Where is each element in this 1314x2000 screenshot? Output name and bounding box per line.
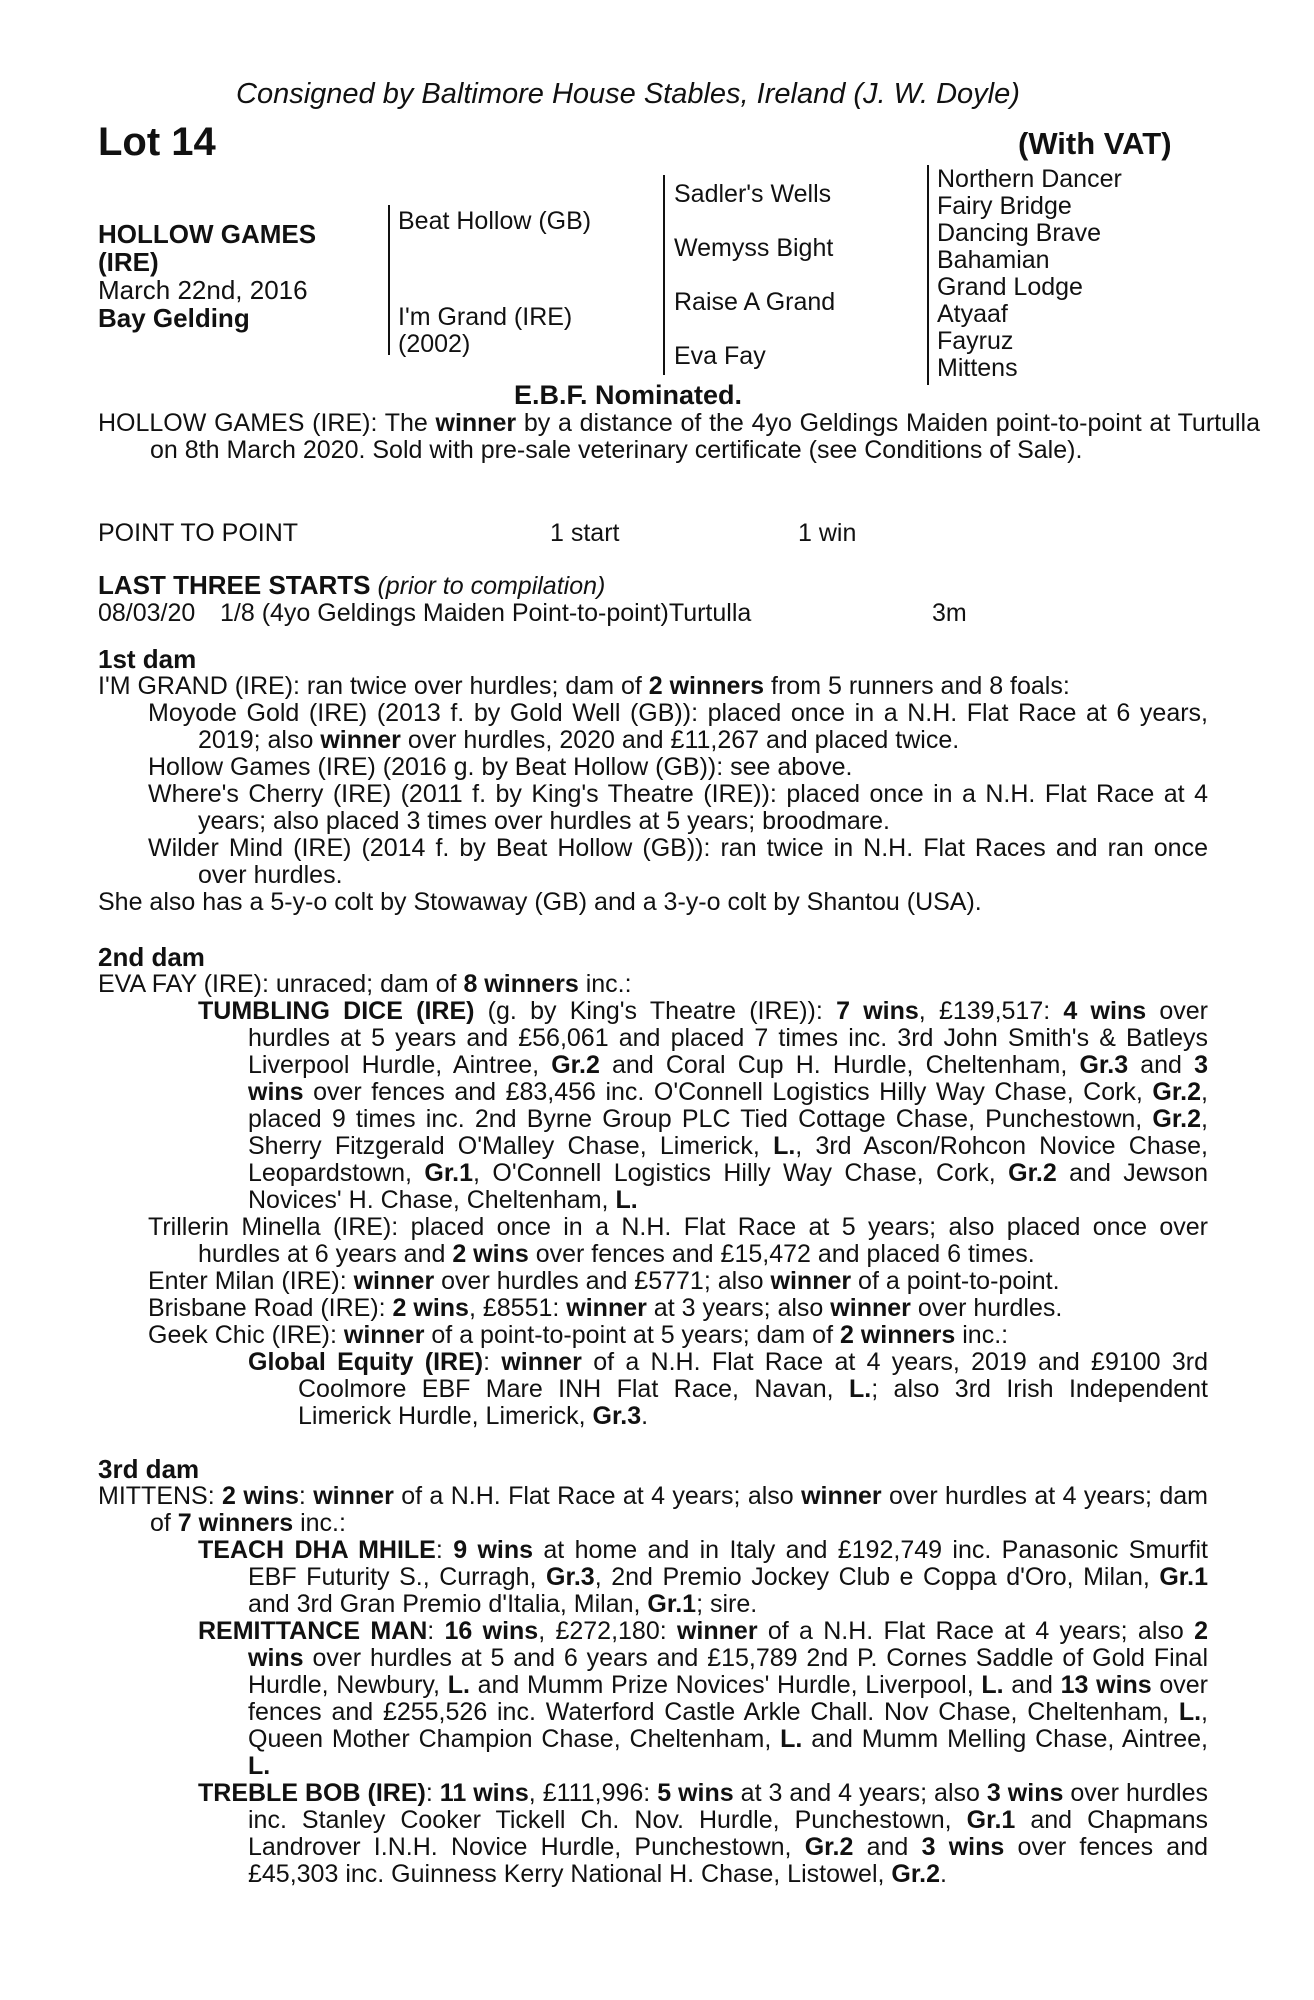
foaling-date: March 22nd, 2016 bbox=[98, 275, 308, 305]
pedigree-gen3-4: Bahamian bbox=[937, 246, 1050, 274]
race-summary: HOLLOW GAMES (IRE): The winner by a distance of the 4yo Geldings Maiden point-to-point at Turtulla on 8th March 2020. Sold with pre-sale veterinary certificate (see Conditions of Sale). bbox=[98, 409, 1261, 464]
second-dam-section bbox=[98, 944, 1208, 1430]
second-dam-heading: 2nd dam bbox=[98, 942, 205, 972]
first-dam-note: She also has a 5-y-o colt by Stowaway (GB) and a 3-y-o colt by Shantou (USA). bbox=[98, 888, 982, 916]
pedigree-sire-sire: Sadler's Wells bbox=[674, 180, 832, 208]
last-start-description: 1/8 (4yo Geldings Maiden Point-to-point)Turtulla bbox=[220, 599, 752, 627]
last-start-row bbox=[98, 600, 1208, 628]
racing-record bbox=[98, 520, 1208, 548]
ebf-nominated: E.B.F. Nominated. bbox=[514, 380, 743, 410]
consignor-line: Consigned by Baltimore House Stables, Ireland (J. W. Doyle) bbox=[236, 78, 1020, 110]
last-three-starts-heading: LAST THREE STARTS (prior to compilation) bbox=[98, 570, 606, 600]
horse-info bbox=[98, 220, 316, 332]
lot-number: Lot 14 bbox=[98, 120, 216, 164]
last-start-distance: 3m bbox=[932, 599, 967, 627]
horse-country: (IRE) bbox=[98, 247, 159, 277]
pedigree-sire-dam: Wemyss Bight bbox=[674, 234, 834, 262]
second-dam-foal-3: Enter Milan (IRE): winner over hurdles and £5771; also winner of a point-to-point. bbox=[148, 1267, 1060, 1295]
vat-note: (With VAT) bbox=[1018, 126, 1172, 161]
pedigree-line-2 bbox=[663, 175, 665, 375]
first-dam-heading: 1st dam bbox=[98, 644, 197, 674]
horse-name: HOLLOW GAMES bbox=[98, 219, 317, 249]
pedigree-gen3-8: Mittens bbox=[937, 354, 1018, 382]
pedigree-gen3-7: Fayruz bbox=[937, 327, 1014, 355]
third-dam-foal-2: REMITTANCE MAN: 16 wins, £272,180: winner of a N.H. Flat Race at 4 years; also 2 wins over hurdles at 5 and 6 years and £15,789 2nd P. Cornes Saddle of Gold Final Hurdle, Newbury, L. and Mumm Prize Novices' Hurdle, Liverpool, L. and 13 wins over fences and £255,526 inc. Waterford Castle Arkle Chall. Nov Chase, Cheltenham, L., Queen Mother Champion Chase, Cheltenham, L. and Mumm Melling Chase, Aintree, L. bbox=[198, 1617, 1209, 1780]
first-dam-foal-4: Wilder Mind (IRE) (2014 f. by Beat Hollow (GB)): ran twice in N.H. Flat Races and ran once over hurdles. bbox=[148, 834, 1208, 889]
first-dam-foal-1: Moyode Gold (IRE) (2013 f. by Gold Well (GB)): placed once in a N.H. Flat Race at 6 years, 2019; also winner over hurdles, 2020 and £11,267 and placed twice. bbox=[148, 699, 1208, 754]
pedigree-gen3-6: Atyaaf bbox=[937, 300, 1008, 328]
pedigree-dam: I'm Grand (IRE) bbox=[398, 303, 573, 331]
second-dam-foal-4: Brisbane Road (IRE): 2 wins, £8551: winner at 3 years; also winner over hurdles. bbox=[148, 1294, 1063, 1322]
third-dam-section bbox=[98, 1456, 1208, 1888]
pedigree-dam-sire: Raise A Grand bbox=[674, 288, 836, 316]
pedigree-gen3-5: Grand Lodge bbox=[937, 273, 1083, 301]
horse-description: Bay Gelding bbox=[98, 303, 250, 333]
record-starts: 1 start bbox=[550, 519, 620, 547]
pedigree-line-1 bbox=[388, 205, 390, 355]
pedigree-gen3-3: Dancing Brave bbox=[937, 219, 1101, 247]
record-wins: 1 win bbox=[798, 519, 857, 547]
second-dam-grandfoal-1: Global Equity (IRE): winner of a N.H. Flat Race at 4 years, 2019 and £9100 3rd Coolmore EBF Mare INH Flat Race, Navan, L.; also 3rd Irish Independent Limerick Hurdle, Limerick, Gr.3. bbox=[248, 1348, 1208, 1430]
second-dam-intro: EVA FAY (IRE): unraced; dam of 8 winners inc.: bbox=[98, 970, 632, 998]
first-dam-intro: I'M GRAND (IRE): ran twice over hurdles; dam of 2 winners from 5 runners and 8 foals: bbox=[98, 672, 1070, 700]
record-label: POINT TO POINT bbox=[98, 519, 299, 547]
second-dam-foal-5: Geek Chic (IRE): winner of a point-to-point at 5 years; dam of 2 winners inc.: bbox=[148, 1321, 1009, 1349]
second-dam-foal-2: Trillerin Minella (IRE): placed once in a N.H. Flat Race at 5 years; also placed once over hurdles at 6 years and 2 wins over fences and £15,472 and placed 6 times. bbox=[148, 1213, 1208, 1268]
third-dam-heading: 3rd dam bbox=[98, 1454, 200, 1484]
pedigree-dam-dam: Eva Fay bbox=[674, 342, 766, 370]
first-dam-foal-3: Where's Cherry (IRE) (2011 f. by King's Theatre (IRE)): placed once in a N.H. Flat Race at 4 years; also placed 3 times over hurdles at 5 years; broodmare. bbox=[148, 780, 1208, 835]
pedigree-sire: Beat Hollow (GB) bbox=[398, 207, 592, 235]
third-dam-intro: MITTENS: 2 wins: winner of a N.H. Flat Race at 4 years; also winner over hurdles at 4 years; dam of 7 winners inc.: bbox=[98, 1482, 1208, 1537]
third-dam-foal-3: TREBLE BOB (IRE): 11 wins, £111,996: 5 wins at 3 and 4 years; also 3 wins over hurdles inc. Stanley Cooker Tickell Ch. Nov. Hurdle, Punchestown, Gr.1 and Chapmans Landrover I.N.H. Novice Hurdle, Punchestown, Gr.2 and 3 wins over fences and £45,303 inc. Guinness Kerry National H. Chase, Listowel, Gr.2. bbox=[198, 1779, 1209, 1888]
last-start-date: 08/03/20 bbox=[98, 599, 196, 627]
third-dam-foal-1: TEACH DHA MHILE: 9 wins at home and in Italy and £192,749 inc. Panasonic Smurfit EBF Futurity S., Curragh, Gr.3, 2nd Premio Jockey Club e Coppa d'Oro, Milan, Gr.1 and 3rd Gran Premio d'Italia, Milan, Gr.1; sire. bbox=[198, 1536, 1209, 1618]
pedigree-dam-year: (2002) bbox=[398, 330, 471, 358]
second-dam-foal-1: TUMBLING DICE (IRE) (g. by King's Theatre (IRE)): 7 wins, £139,517: 4 wins over hurdles at 5 years and £56,061 and placed 7 times inc. 3rd John Smith's & Batleys Liverpool Hurdle, Aintree, Gr.2 and Coral Cup H. Hurdle, Cheltenham, Gr.3 and 3 wins over fences and £83,456 inc. O'Connell Logistics Hilly Way Chase, Cork, Gr.2, placed 9 times inc. 2nd Byrne Group PLC Tied Cottage Chase, Punchestown, Gr.2, Sherry Fitzgerald O'Malley Chase, Limerick, L., 3rd Ascon/Rohcon Novice Chase, Leopardstown, Gr.1, O'Connell Logistics Hilly Way Chase, Cork, Gr.2 and Jewson Novices' H. Chase, Cheltenham, L. bbox=[198, 997, 1209, 1214]
pedigree-gen3-2: Fairy Bridge bbox=[937, 192, 1072, 220]
first-dam-section bbox=[98, 646, 1208, 916]
first-dam-foal-2: Hollow Games (IRE) (2016 g. by Beat Hollow (GB)): see above. bbox=[148, 753, 853, 781]
pedigree-line-3 bbox=[927, 165, 929, 385]
pedigree-gen3-1: Northern Dancer bbox=[937, 165, 1122, 193]
